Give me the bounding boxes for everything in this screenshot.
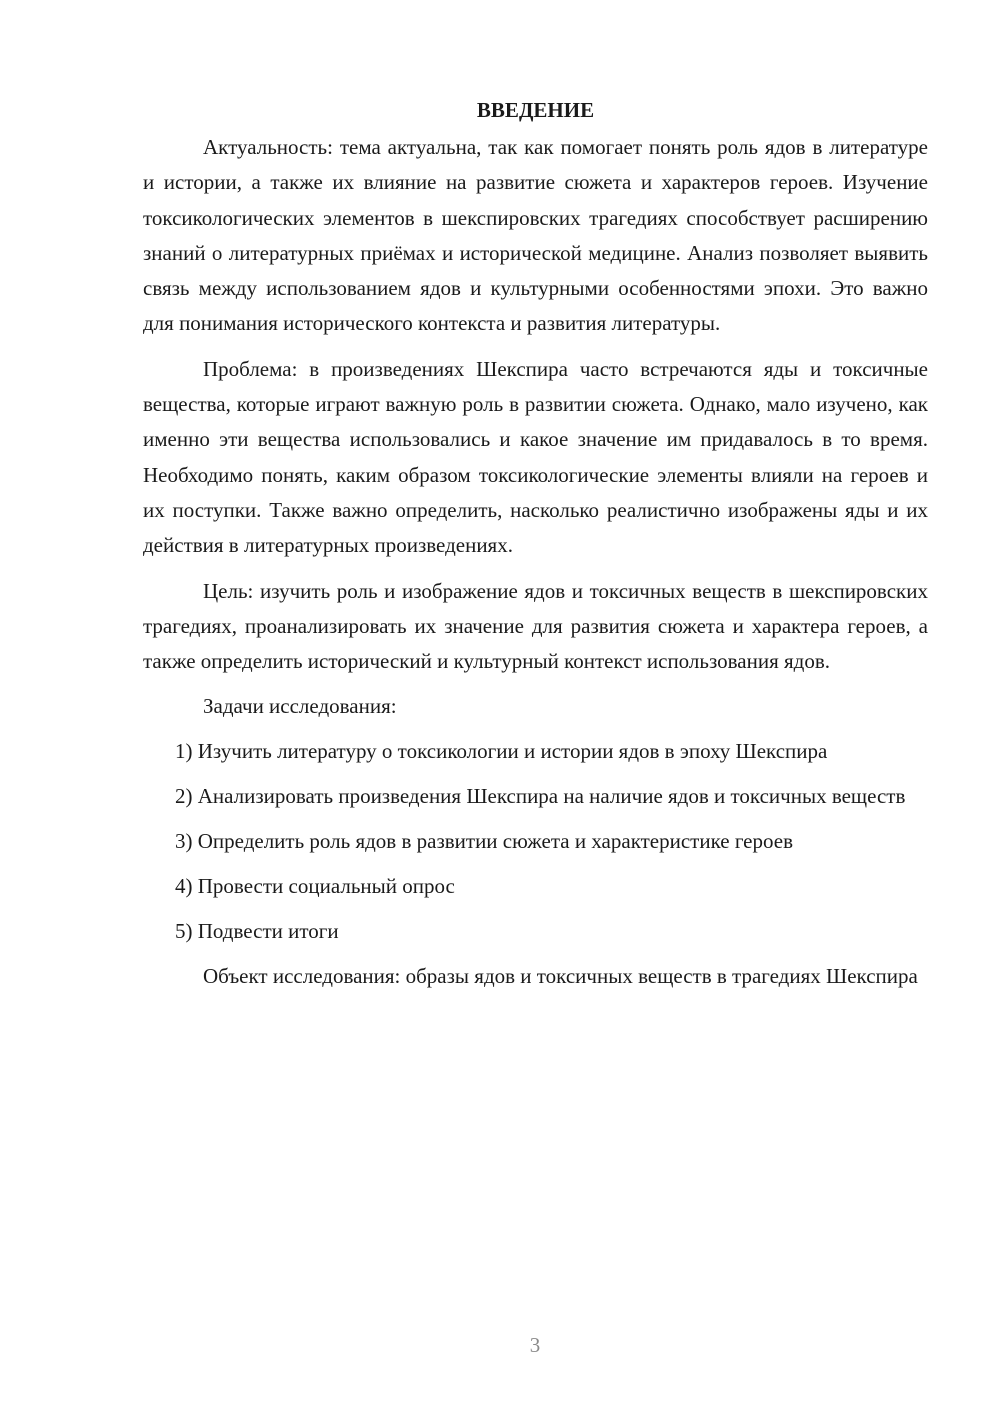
task-item: 2) Анализировать произведения Шекспира на наличие ядов и токсичных веществ (175, 784, 906, 809)
document-title: ВВЕДЕНИЕ (476, 98, 595, 122)
paragraph-relevance: Актуальность: тема актуальна, так как помогает понять роль ядов в литературе и истории, а также их влияние на развитие сюжета и характеров героев. Изучение токсикологических элементов в шекспировских трагедиях способствует расширению знаний о литературных приёмах и исторической медицине. Анализ позволяет выявить связь между использованием ядов и культурными особенностями эпохи. Это важно для понимания исторического контекста и развития литературы. (143, 135, 928, 336)
paragraph-goal: Цель: изучить роль и изображение ядов и токсичных веществ в шекспировских трагедиях, проанализировать их значение для развития сюжета и характера героев, а также определить исторический и культурный контекст использования ядов. (143, 578, 928, 674)
document-page (143, 92, 928, 1005)
paragraph-object: Объект исследования: образы ядов и токсичных веществ в трагедиях Шекспира (203, 964, 918, 989)
page-number: 3 (529, 1333, 541, 1357)
paragraph-problem: Проблема: в произведениях Шекспира часто встречаются яды и токсичные вещества, которые играют важную роль в развитии сюжета. Однако, мало изучено, как именно эти вещества использовались и какое значение им придавалось в то время. Необходимо понять, каким образом токсикологические элементы влияли на героев и их поступки. Также важно определить, насколько реалистично изображены яды и их действия в литературных произведениях. (143, 356, 928, 558)
task-item: 3) Определить роль ядов в развитии сюжета и характеристике героев (175, 829, 793, 854)
tasks-heading: Задачи исследования: (203, 694, 397, 719)
task-item: 4) Провести социальный опрос (175, 874, 455, 899)
task-item: 1) Изучить литературу о токсикологии и истории ядов в эпоху Шекспира (175, 739, 828, 764)
task-item: 5) Подвести итоги (175, 919, 339, 944)
